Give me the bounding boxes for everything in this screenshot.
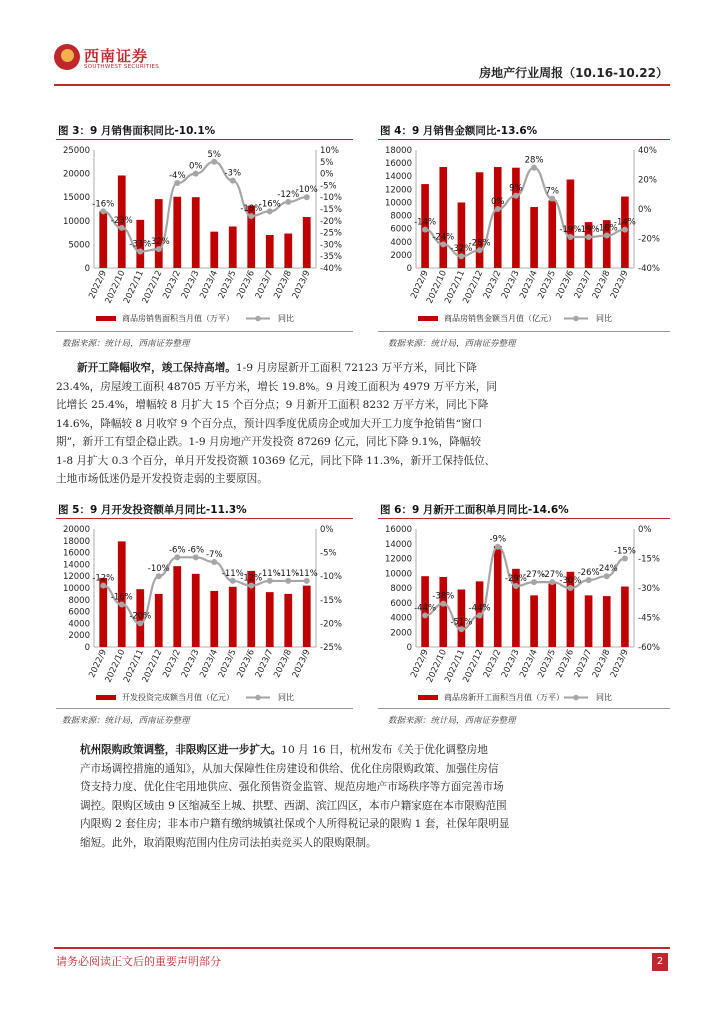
- left-axis-tick-label: 18000: [384, 146, 412, 156]
- yoy-data-label: -27%: [541, 570, 564, 581]
- bar-2023/8: [284, 594, 292, 647]
- right-axis-tick-label: 20%: [638, 175, 657, 186]
- right-axis-tick-label: -30%: [320, 240, 342, 251]
- right-axis-tick-label: -35%: [320, 252, 342, 263]
- figure-6-title: 图 6：9 月新开工面积单月同比-14.6%: [380, 504, 569, 516]
- left-axis-tick-label: 2000: [68, 631, 90, 642]
- figure-5-bottom-rule: [56, 708, 353, 709]
- x-axis-tick-label: 2023/3: [179, 269, 202, 301]
- left-axis-tick-label: 15000: [62, 193, 90, 204]
- left-axis-tick-label: 8000: [68, 595, 90, 606]
- x-axis-tick-label: 2023/4: [518, 269, 540, 301]
- right-axis-tick-label: -40%: [320, 264, 342, 274]
- paragraph-1-line: 土地市场低迷仍是开发投资走弱的主要原因。: [56, 473, 268, 485]
- x-axis-tick-label: 2023/8: [272, 269, 294, 301]
- figure-5-title: 图 5：9 月开发投资额单月同比-11.3%: [58, 504, 247, 516]
- x-axis-tick-label: 2023/3: [499, 269, 522, 301]
- x-axis-tick-label: 2023/7: [572, 269, 595, 301]
- left-axis-tick-label: 16000: [62, 548, 90, 559]
- x-axis-tick-label: 2023/9: [290, 269, 313, 301]
- left-axis-tick-label: 0: [406, 264, 412, 274]
- left-axis-tick-label: 0: [84, 264, 90, 274]
- paragraph-new-construction: [56, 359, 668, 489]
- paragraph-hangzhou-policy: [80, 741, 670, 852]
- x-axis-tick-label: 2022/10: [424, 269, 449, 306]
- x-axis-tick-label: 2022/12: [140, 269, 165, 306]
- bar-2023/8: [603, 596, 611, 647]
- bar-2023/5: [229, 587, 237, 647]
- x-axis-tick-label: 2023/4: [198, 269, 220, 301]
- bar-2023/3: [192, 574, 200, 647]
- yoy-data-label: -20%: [129, 611, 152, 622]
- x-axis-tick-label: 2022/11: [121, 269, 146, 306]
- bar-2022/10: [439, 577, 447, 647]
- x-axis-tick-label: 2022/10: [103, 269, 128, 306]
- left-axis-tick-label: 16000: [384, 525, 412, 535]
- yoy-data-label: 7%: [545, 186, 559, 197]
- x-axis-tick-label: 2022/12: [140, 648, 165, 685]
- right-axis-tick-label: 0%: [638, 525, 652, 535]
- yoy-data-label: -4%: [168, 171, 186, 182]
- x-axis-tick-label: 2023/3: [179, 648, 202, 680]
- yoy-data-label: -9%: [489, 534, 507, 545]
- x-axis-tick-label: 2023/6: [235, 269, 257, 301]
- left-axis-tick-label: 20000: [62, 169, 90, 180]
- yoy-data-label: -10%: [295, 185, 318, 196]
- left-axis-tick-label: 12000: [384, 185, 412, 196]
- figure-4-chart: [378, 140, 674, 332]
- bar-2022/9: [99, 211, 107, 268]
- bar-2023/7: [585, 595, 593, 647]
- yoy-data-label: -3%: [224, 168, 242, 179]
- x-axis-tick-label: 2022/11: [443, 269, 468, 306]
- right-axis-tick-label: 10%: [320, 146, 339, 156]
- x-axis-tick-label: 2023/8: [590, 648, 613, 680]
- right-axis-tick-label: 0%: [638, 205, 652, 215]
- bar-2023/9: [303, 217, 311, 268]
- left-axis-tick-label: 0: [406, 643, 412, 653]
- x-axis-tick-label: 2023/6: [554, 648, 577, 680]
- legend-line-marker: [573, 316, 579, 322]
- paragraph-1-lead: 新开工降幅收窄，竣工保持高增。: [77, 362, 236, 374]
- bar-2023/5: [548, 200, 556, 268]
- left-axis-tick-label: 2000: [390, 628, 412, 639]
- figure-6-chart: [378, 519, 674, 709]
- left-axis-tick-label: 14000: [384, 172, 412, 183]
- x-axis-tick-label: 2023/9: [608, 648, 631, 680]
- yoy-data-label: -28%: [468, 238, 491, 249]
- yoy-data-label: -11%: [258, 568, 281, 579]
- page-number: 2: [652, 953, 668, 971]
- legend-line-label: 同比: [278, 314, 294, 323]
- yoy-data-label: -26%: [577, 568, 600, 579]
- paragraph-2-lead: 杭州限购政策调整，非限购区进一步扩大。: [80, 744, 282, 756]
- x-axis-tick-label: 2023/5: [536, 269, 558, 301]
- x-axis-tick-label: 2023/9: [608, 269, 631, 301]
- bar-2023/2: [494, 546, 502, 647]
- report-title: 房地产行业周报（10.16-10.22）: [479, 66, 668, 80]
- left-axis-tick-label: 6000: [390, 598, 412, 609]
- bar-2023/6: [567, 180, 575, 269]
- yoy-data-label: -14%: [414, 217, 437, 228]
- x-axis-tick-label: 2023/8: [590, 269, 613, 301]
- right-axis-tick-label: 0%: [320, 169, 334, 180]
- yoy-data-label: -16%: [258, 199, 281, 210]
- yoy-data-label: -11%: [221, 568, 244, 579]
- x-axis-tick-label: 2023/7: [253, 269, 276, 301]
- yoy-data-label: -15%: [613, 546, 636, 557]
- left-axis-tick-label: 20000: [62, 525, 90, 535]
- x-axis-tick-label: 2023/5: [536, 648, 558, 680]
- yoy-data-label: -12%: [240, 573, 263, 584]
- paragraph-2-line: 缩短。此外，取消限购范围内住房司法拍卖竞买人的限购限制。: [80, 836, 377, 849]
- legend-line-label: 同比: [278, 693, 294, 702]
- yoy-data-label: -10%: [147, 564, 170, 575]
- left-axis-tick-label: 10000: [62, 216, 90, 227]
- yoy-data-label: 28%: [524, 155, 544, 166]
- header-divider: [54, 84, 670, 86]
- paragraph-2-line: 调控。限购区域由 9 区缩减至上城、拱墅、西湖、滨江四区，本市户籍家庭在本市限购范围: [80, 799, 507, 812]
- legend-bar-swatch: [96, 316, 116, 321]
- x-axis-tick-label: 2023/2: [161, 648, 183, 680]
- x-axis-tick-label: 2023/5: [216, 269, 239, 301]
- figure-6-bottom-rule: [378, 708, 670, 709]
- yoy-data-label: -44%: [468, 603, 491, 614]
- x-axis-tick-label: 2022/11: [443, 648, 468, 685]
- x-axis-tick-label: 2022/11: [121, 648, 146, 685]
- left-axis-tick-label: 10000: [384, 569, 412, 580]
- figure-4-source: 数据来源：统计局，西南证券整理: [388, 339, 516, 349]
- bar-2023/2: [173, 197, 181, 268]
- yoy-data-label: -30%: [559, 576, 582, 586]
- yoy-data-label: -12%: [277, 189, 300, 200]
- x-axis-tick-label: 2023/5: [216, 648, 239, 680]
- figure-3-bottom-rule: [56, 331, 353, 332]
- bar-2022/12: [155, 594, 163, 647]
- yoy-data-label: -19%: [577, 225, 600, 236]
- yoy-data-label: -32%: [147, 237, 170, 248]
- figure-3-chart: [56, 140, 356, 332]
- left-axis-tick-label: 0: [84, 643, 90, 653]
- right-axis-tick-label: 5%: [320, 157, 334, 168]
- bar-2022/12: [476, 172, 484, 268]
- legend-bar-swatch: [418, 695, 438, 700]
- yoy-data-label: 9%: [509, 183, 523, 194]
- yoy-data-label: -51%: [450, 617, 473, 628]
- yoy-data-label: -23%: [110, 215, 133, 226]
- right-axis-tick-label: -15%: [638, 554, 660, 565]
- logo-mark-inner: [61, 49, 74, 62]
- legend-bar-swatch: [96, 695, 116, 700]
- bar-2023/9: [303, 586, 311, 647]
- legend-bar-label: 商品房销售面积当月值（万平）: [122, 314, 234, 323]
- right-axis-tick-label: 0%: [320, 525, 334, 535]
- yoy-data-label: 0%: [189, 161, 203, 172]
- left-axis-tick-label: 16000: [384, 159, 412, 170]
- right-axis-tick-label: -40%: [638, 264, 660, 274]
- left-axis-tick-label: 12000: [62, 572, 90, 583]
- yoy-line: [425, 168, 625, 257]
- paragraph-2-line: 产市场调控措施的通知》，从加大保障性住房建设和供给、优化住房限购政策、加强住房信: [80, 762, 499, 775]
- left-axis-tick-label: 4000: [390, 237, 412, 248]
- yoy-data-label: -18%: [595, 223, 618, 234]
- figure-4-bottom-rule: [378, 331, 670, 332]
- bar-2023/4: [530, 207, 538, 268]
- x-axis-tick-label: 2023/7: [572, 648, 595, 680]
- yoy-data-label: -27%: [523, 570, 546, 581]
- left-axis-tick-label: 6000: [68, 607, 90, 618]
- left-axis-tick-label: 8000: [390, 584, 412, 594]
- right-axis-tick-label: -20%: [320, 216, 342, 227]
- legend-line-label: 同比: [596, 693, 612, 702]
- x-axis-tick-label: 2022/12: [461, 648, 486, 685]
- paragraph-1-line: 23.4%，房屋竣工面积 48705 万平方米，增长 19.8%。9 月竣工面积为 4979 万平方米，同: [56, 380, 497, 393]
- yoy-data-label: -6%: [168, 545, 186, 556]
- x-axis-tick-label: 2022/12: [461, 269, 486, 306]
- yoy-data-label: -6%: [187, 545, 205, 556]
- bar-2023/4: [210, 232, 218, 268]
- x-axis-tick-label: 2023/6: [235, 648, 257, 680]
- x-axis-tick-label: 2022/9: [87, 648, 109, 680]
- x-axis-tick-label: 2023/2: [161, 269, 183, 301]
- left-axis-tick-label: 25000: [62, 146, 90, 156]
- right-axis-tick-label: -15%: [320, 205, 342, 215]
- bar-2023/7: [266, 592, 274, 647]
- yoy-data-label: -18%: [240, 204, 263, 215]
- right-axis-tick-label: -45%: [638, 613, 660, 624]
- left-axis-tick-label: 14000: [384, 539, 412, 550]
- paragraph-1-line: 1-9 月房屋新开工面积 72123 万平方米，同比下降: [235, 362, 477, 374]
- figure-5-source: 数据来源：统计局，西南证券整理: [62, 716, 190, 726]
- x-axis-tick-label: 2023/9: [290, 648, 313, 680]
- footer-divider: [54, 947, 670, 949]
- yoy-data-label: -29%: [504, 574, 527, 585]
- paragraph-1-line: 1-8 月扩大 0.3 个百分，单月开发投资额 10369 亿元，同比下降 11.3%，新开工保持低位、: [56, 454, 496, 467]
- right-axis-tick-label: -15%: [320, 595, 342, 606]
- left-axis-tick-label: 12000: [384, 554, 412, 565]
- left-axis-tick-label: 5000: [68, 240, 90, 251]
- x-axis-tick-label: 2022/9: [409, 648, 431, 680]
- bar-2023/4: [210, 591, 218, 647]
- x-axis-tick-label: 2022/10: [103, 648, 128, 685]
- right-axis-tick-label: -5%: [320, 181, 337, 192]
- paragraph-1-line: 期”，新开工有望企稳止跌。1-9 月房地产开发投资 87269 亿元，同比下降 9.1%，降幅较: [56, 436, 481, 448]
- x-axis-tick-label: 2022/9: [87, 269, 109, 301]
- yoy-data-label: -44%: [414, 603, 437, 614]
- logo-text-en: SOUTHWEST SECURITIES: [84, 64, 160, 70]
- x-axis-tick-label: 2023/2: [481, 269, 504, 301]
- yoy-data-label: -7%: [205, 550, 223, 561]
- bar-2023/5: [229, 226, 237, 268]
- yoy-data-label: -24%: [432, 232, 455, 243]
- x-axis-tick-label: 2022/9: [409, 269, 431, 301]
- yoy-data-label: -16%: [92, 199, 115, 210]
- x-axis-tick-label: 2023/3: [499, 648, 522, 680]
- x-axis-tick-label: 2022/10: [424, 648, 449, 685]
- x-axis-tick-label: 2023/8: [272, 648, 294, 680]
- figure-3-title: 图 3：9 月销售面积同比-10.1%: [58, 125, 216, 137]
- left-axis-tick-label: 10000: [62, 584, 90, 594]
- paragraph-2-line: 贷支持力度、优化住宅用地供应、强化预售资金监管、规范房地产市场秩序等方面完善市场: [80, 781, 504, 793]
- figure-3-source: 数据来源：统计局，西南证券整理: [62, 339, 190, 349]
- bar-2023/8: [284, 234, 292, 268]
- right-axis-tick-label: -25%: [320, 643, 342, 653]
- paragraph-2-line: 内限购 2 套住房；非本市户籍有缴纳城镇社保或个人所得税记录的限购 1 套，社保年限明显: [80, 818, 510, 830]
- yoy-data-label: -11%: [295, 568, 318, 579]
- figure-5-chart: [56, 519, 356, 709]
- footer-disclaimer: 请务必阅读正文后的重要声明部分: [56, 955, 221, 968]
- right-axis-tick-label: 40%: [638, 146, 657, 156]
- legend-line-marker: [255, 695, 261, 701]
- left-axis-tick-label: 2000: [390, 250, 412, 261]
- yoy-data-label: -32%: [450, 244, 473, 255]
- right-axis-tick-label: -10%: [320, 572, 342, 583]
- x-axis-tick-label: 2023/6: [554, 269, 577, 301]
- paragraph-1-line: 14.6%，降幅较 8 月收窄 9 个百分点，预计四季度优质房企或加大开工力度争抢销售“窗口: [56, 417, 483, 430]
- paragraph-1-line: 比增长 25.4%，增幅较 8 月扩大 15 个百分点；9 月新开工面积 8232 万平方米，同比下降: [56, 399, 489, 411]
- left-axis-tick-label: 6000: [390, 224, 412, 235]
- left-axis-tick-label: 18000: [62, 536, 90, 547]
- legend-bar-label: 商品房新开工面积当月值（万平）: [444, 693, 564, 702]
- right-axis-tick-label: -30%: [638, 584, 660, 594]
- x-axis-tick-label: 2023/7: [253, 648, 276, 680]
- bar-2023/2: [173, 566, 181, 647]
- left-axis-tick-label: 4000: [390, 613, 412, 624]
- legend-bar-label: 开发投资完成额当月值（亿元）: [122, 693, 234, 702]
- yoy-data-label: -14%: [613, 217, 636, 228]
- left-axis-tick-label: 10000: [384, 198, 412, 209]
- yoy-data-label: 5%: [207, 149, 221, 160]
- left-axis-tick-label: 8000: [390, 211, 412, 222]
- legend-bar-label: 商品房销售金额当月值（亿元）: [444, 314, 556, 323]
- bar-2023/9: [621, 587, 629, 647]
- right-axis-tick-label: -10%: [320, 193, 342, 204]
- right-axis-tick-label: -25%: [320, 228, 342, 239]
- bar-2023/5: [548, 584, 556, 647]
- paragraph-2-line: 10 月 16 日，杭州发布《关于优化调整房地: [281, 744, 488, 756]
- yoy-data-label: -33%: [129, 239, 152, 250]
- bar-2023/4: [530, 595, 538, 647]
- bar-2023/3: [192, 197, 200, 268]
- figure-4-title: 图 4：9 月销售金额同比-13.6%: [380, 125, 538, 137]
- bar-2023/7: [266, 235, 274, 268]
- bar-2022/10: [439, 167, 447, 268]
- legend-line-marker: [255, 316, 261, 322]
- legend-bar-swatch: [418, 316, 438, 321]
- x-axis-tick-label: 2023/4: [198, 648, 220, 680]
- right-axis-tick-label: -5%: [320, 548, 337, 559]
- yoy-data-label: -16%: [110, 592, 133, 603]
- bar-2022/12: [155, 199, 163, 268]
- figure-6-source: 数据来源：统计局，西南证券整理: [388, 716, 516, 726]
- right-axis-tick-label: -60%: [638, 643, 660, 653]
- legend-line-label: 同比: [596, 314, 612, 323]
- right-axis-tick-label: -20%: [638, 234, 660, 245]
- yoy-data-label: 0%: [491, 197, 505, 207]
- bar-2023/2: [494, 167, 502, 268]
- yoy-data-label: -38%: [432, 591, 455, 602]
- logo-text-cn: 西南证券: [84, 47, 149, 65]
- x-axis-tick-label: 2023/4: [518, 648, 540, 680]
- legend-line-marker: [573, 695, 579, 701]
- yoy-data-label: -24%: [595, 564, 618, 575]
- right-axis-tick-label: -20%: [320, 619, 342, 630]
- yoy-data-label: -19%: [559, 225, 582, 236]
- x-axis-tick-label: 2023/2: [481, 648, 504, 680]
- left-axis-tick-label: 14000: [62, 560, 90, 571]
- left-axis-tick-label: 4000: [68, 619, 90, 630]
- yoy-data-label: -11%: [277, 568, 300, 579]
- yoy-data-label: -12%: [92, 573, 115, 584]
